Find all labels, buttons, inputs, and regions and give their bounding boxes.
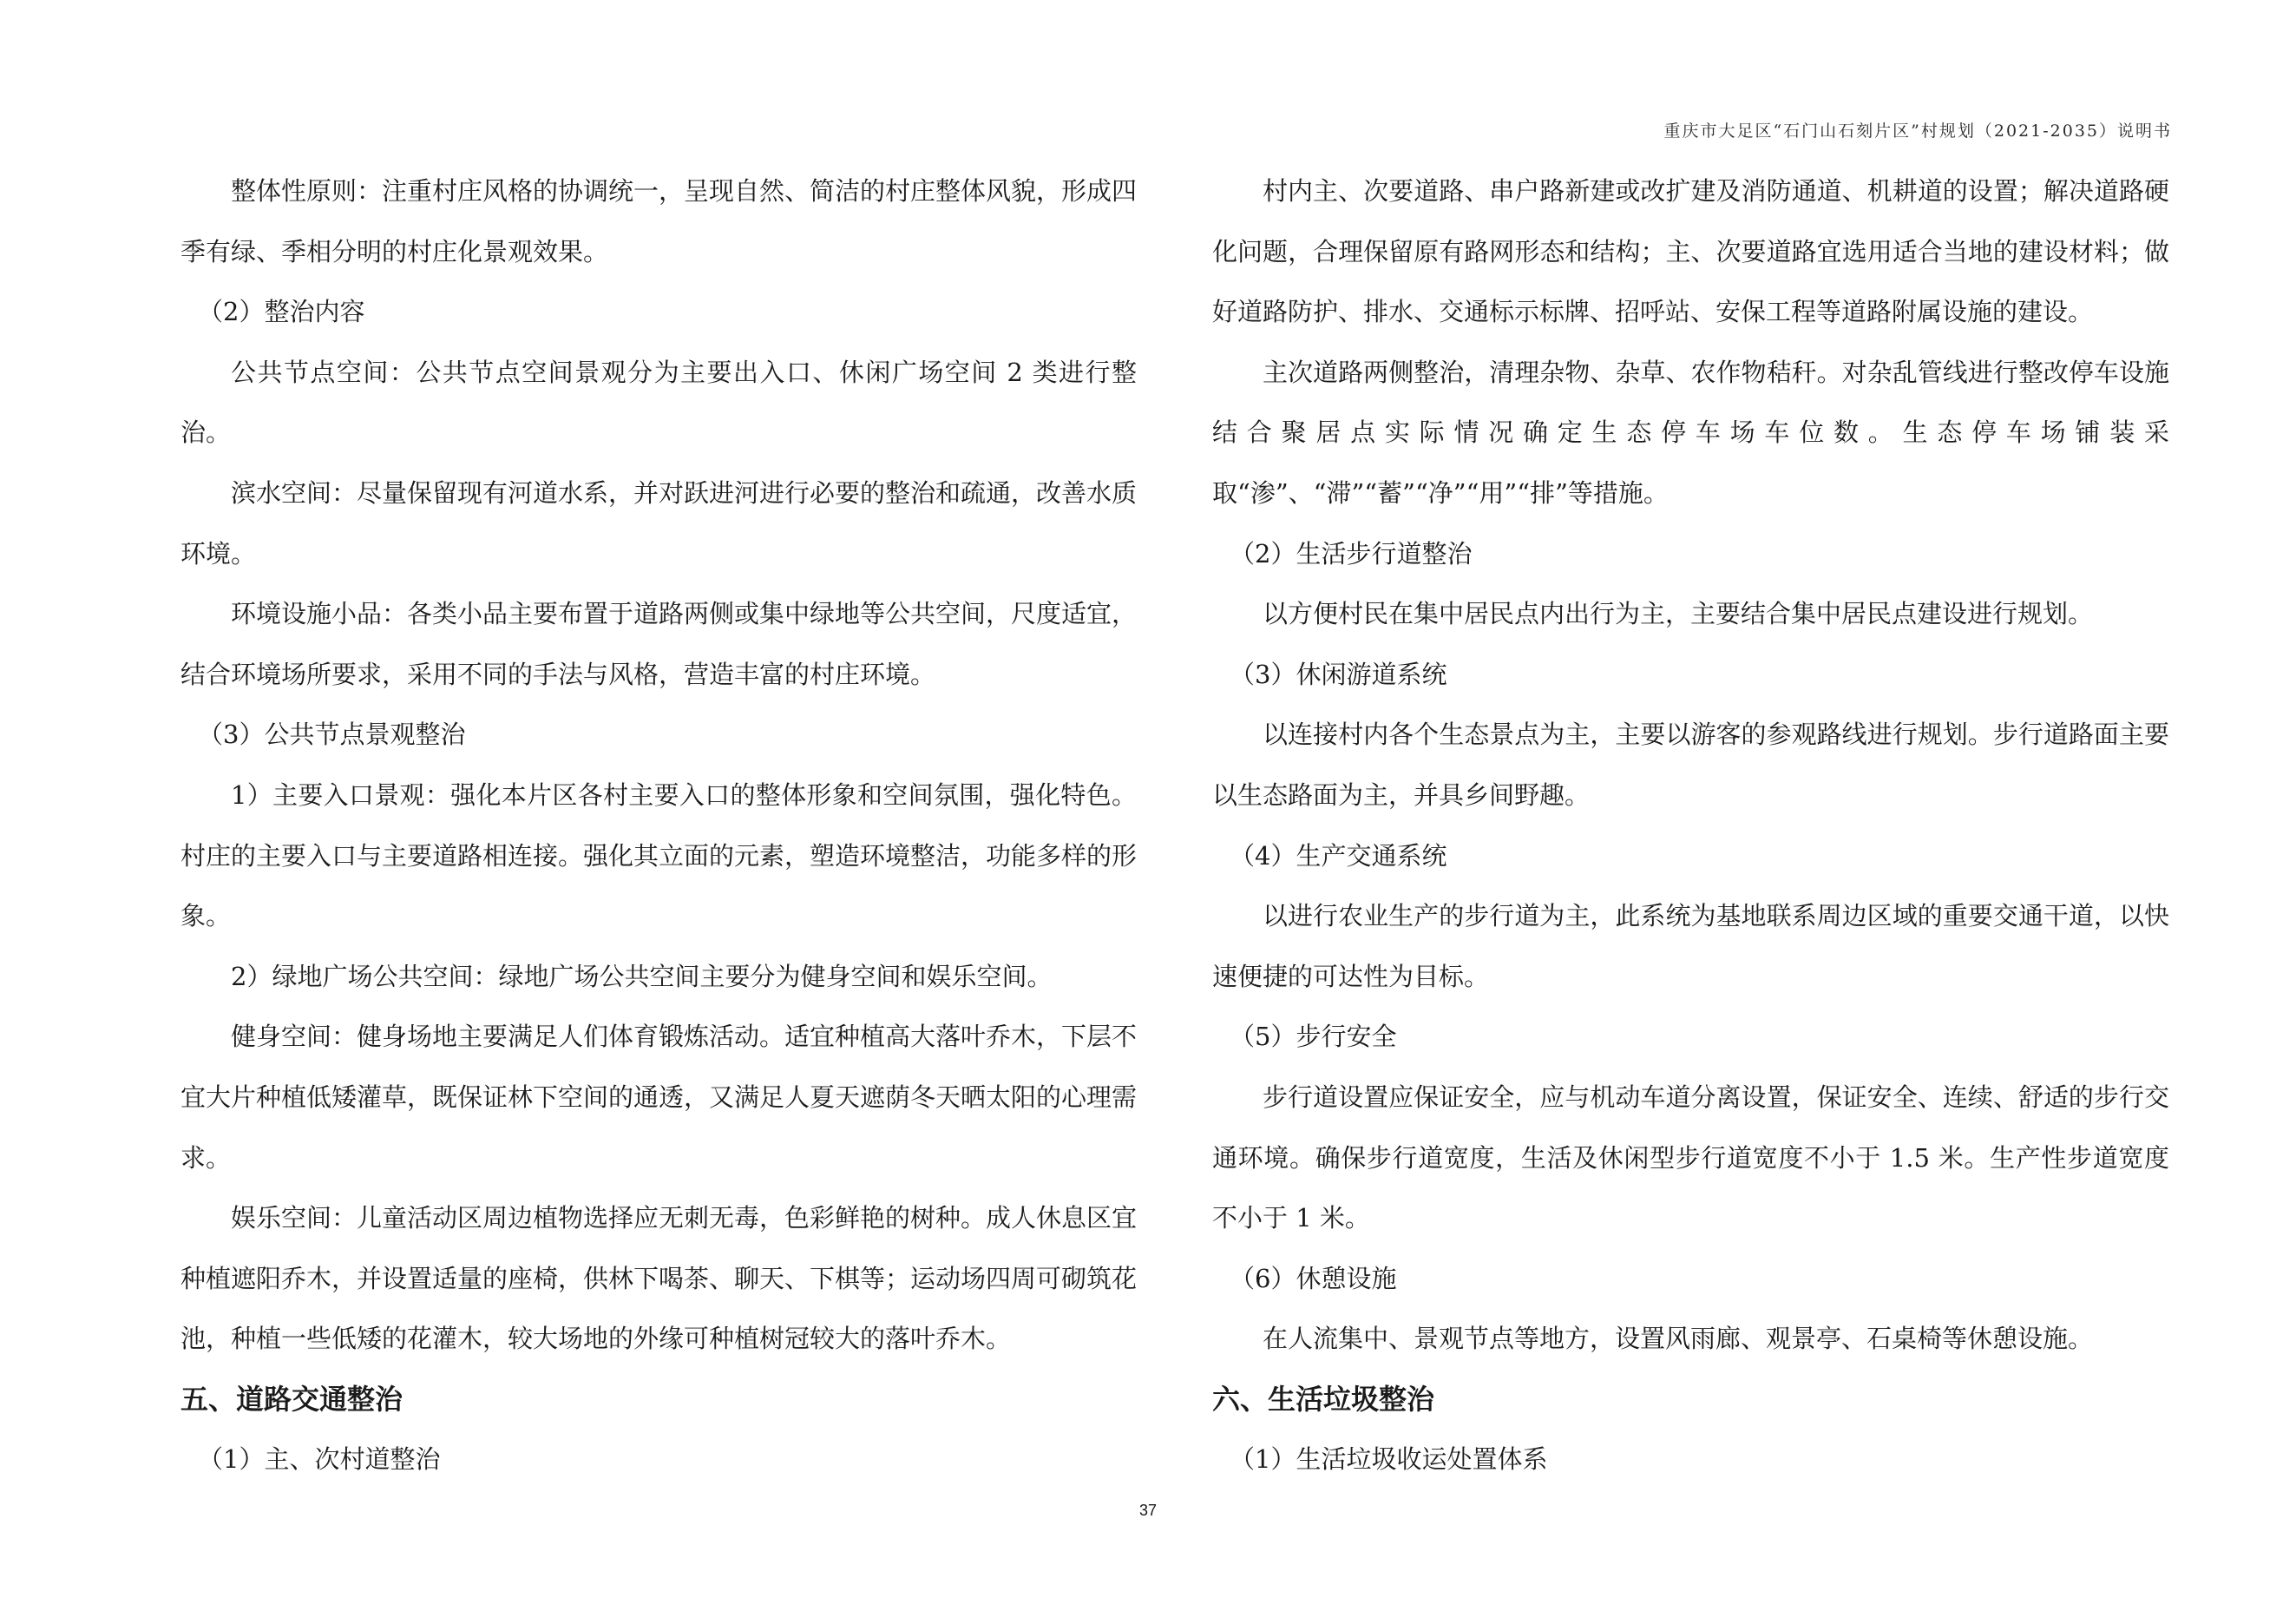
section-heading: 六、生活垃圾整治 [1212, 1382, 1435, 1416]
section-heading: 五、道路交通整治 [180, 1382, 403, 1416]
paragraph: 以方便村民在集中居民点内出行为主，主要结合集中居民点建设进行规划。 [1263, 599, 2094, 629]
subsection-title: （2）生活步行道整治 [1230, 538, 1473, 569]
paragraph: 主次道路两侧整治，清理杂物、杂草、农作物秸秆。对杂乱管线进行整改停车设施结合聚居点实际情况确定生态停车场车位数。生态停车场铺装采取“渗”、“滞”“蓄”“净”“用”“排”等措施。 [1212, 357, 2169, 508]
paragraph: 滨水空间：尽量保留现有河道水系，并对跃进河进行必要的整治和疏通，改善水质环境。 [180, 477, 1138, 569]
paragraph: 以进行农业生产的步行道为主，此系统为基地联系周边区域的重要交通干道，以快速便捷的可达性为目标。 [1212, 901, 2169, 991]
page-number: 37 [1138, 1502, 1158, 1519]
subsection-title: （3）休闲游道系统 [1230, 659, 1447, 689]
document-header: 重庆市大足区“石门山石刻片区”村规划（2021-2035）说明书 [1663, 122, 2172, 141]
right-column [1212, 161, 2169, 1490]
paragraph: 在人流集中、景观节点等地方，设置风雨廊、观景亭、石桌椅等休憩设施。 [1263, 1324, 2094, 1354]
left-column [180, 161, 1137, 1490]
paragraph: 2）绿地广场公共空间：绿地广场公共空间主要分为健身空间和娱乐空间。 [231, 961, 1053, 991]
subsection-title: （5）步行安全 [1230, 1022, 1397, 1052]
paragraph: 健身空间：健身场地主要满足人们体育锻炼活动。适宜种植高大落叶乔木，下层不宜大片种植低矮灌草，既保证林下空间的通透，又满足人夏天遮荫冬天晒太阳的心理需求。 [180, 1022, 1138, 1173]
paragraph: 村内主、次要道路、串户路新建或改扩建及消防通道、机耕道的设置；解决道路硬化问题，合理保留原有路网形态和结构；主、次要道路宜选用适合当地的建设材料；做好道路防护、排水、交通标示标牌、招呼站、安保工程等道路附属设施的建设。 [1212, 176, 2169, 327]
subsection-title: （1）主、次村道整治 [198, 1444, 441, 1475]
paragraph: 1）主要入口景观：强化本片区各村主要入口的整体形象和空间氛围，强化特色。村庄的主要入口与主要道路相连接。强化其立面的元素，塑造环境整洁，功能多样的形象。 [180, 779, 1138, 931]
subsection-title: （2）整治内容 [198, 297, 365, 327]
paragraph: 娱乐空间：儿童活动区周边植物选择应无刺无毒，色彩鲜艳的树种。成人休息区宜种植遮阳乔木，并设置适量的座椅，供林下喝茶、聊天、下棋等；运动场四周可砌筑花池，种植一些低矮的花灌木，较大场地的外缘可种植树冠较大的落叶乔木。 [180, 1203, 1138, 1354]
subsection-title: （6）休憩设施 [1230, 1263, 1397, 1293]
subsection-title: （4）生产交通系统 [1230, 840, 1447, 871]
paragraph: 步行道设置应保证安全，应与机动车道分离设置，保证安全、连续、舒适的步行交通环境。确保步行道宽度，生活及休闲型步行道宽度不小于 1.5 米。生产性步道宽度不小于 1 米。 [1212, 1082, 2169, 1233]
paragraph: 公共节点空间：公共节点空间景观分为主要出入口、休闲广场空间 2 类进行整治。 [180, 357, 1137, 448]
paragraph: 环境设施小品：各类小品主要布置于道路两侧或集中绿地等公共空间，尺度适宜，结合环境场所要求，采用不同的手法与风格，营造丰富的村庄环境。 [180, 599, 1138, 689]
subsection-title: （3）公共节点景观整治 [198, 720, 466, 750]
subsection-title: （1）生活垃圾收运处置体系 [1230, 1444, 1548, 1475]
paragraph: 整体性原则：注重村庄风格的协调统一，呈现自然、简洁的村庄整体风貌，形成四季有绿、季相分明的村庄化景观效果。 [180, 176, 1138, 266]
paragraph: 以连接村内各个生态景点为主，主要以游客的参观路线进行规划。步行道路面主要以生态路面为主，并具乡间野趣。 [1212, 720, 2169, 810]
